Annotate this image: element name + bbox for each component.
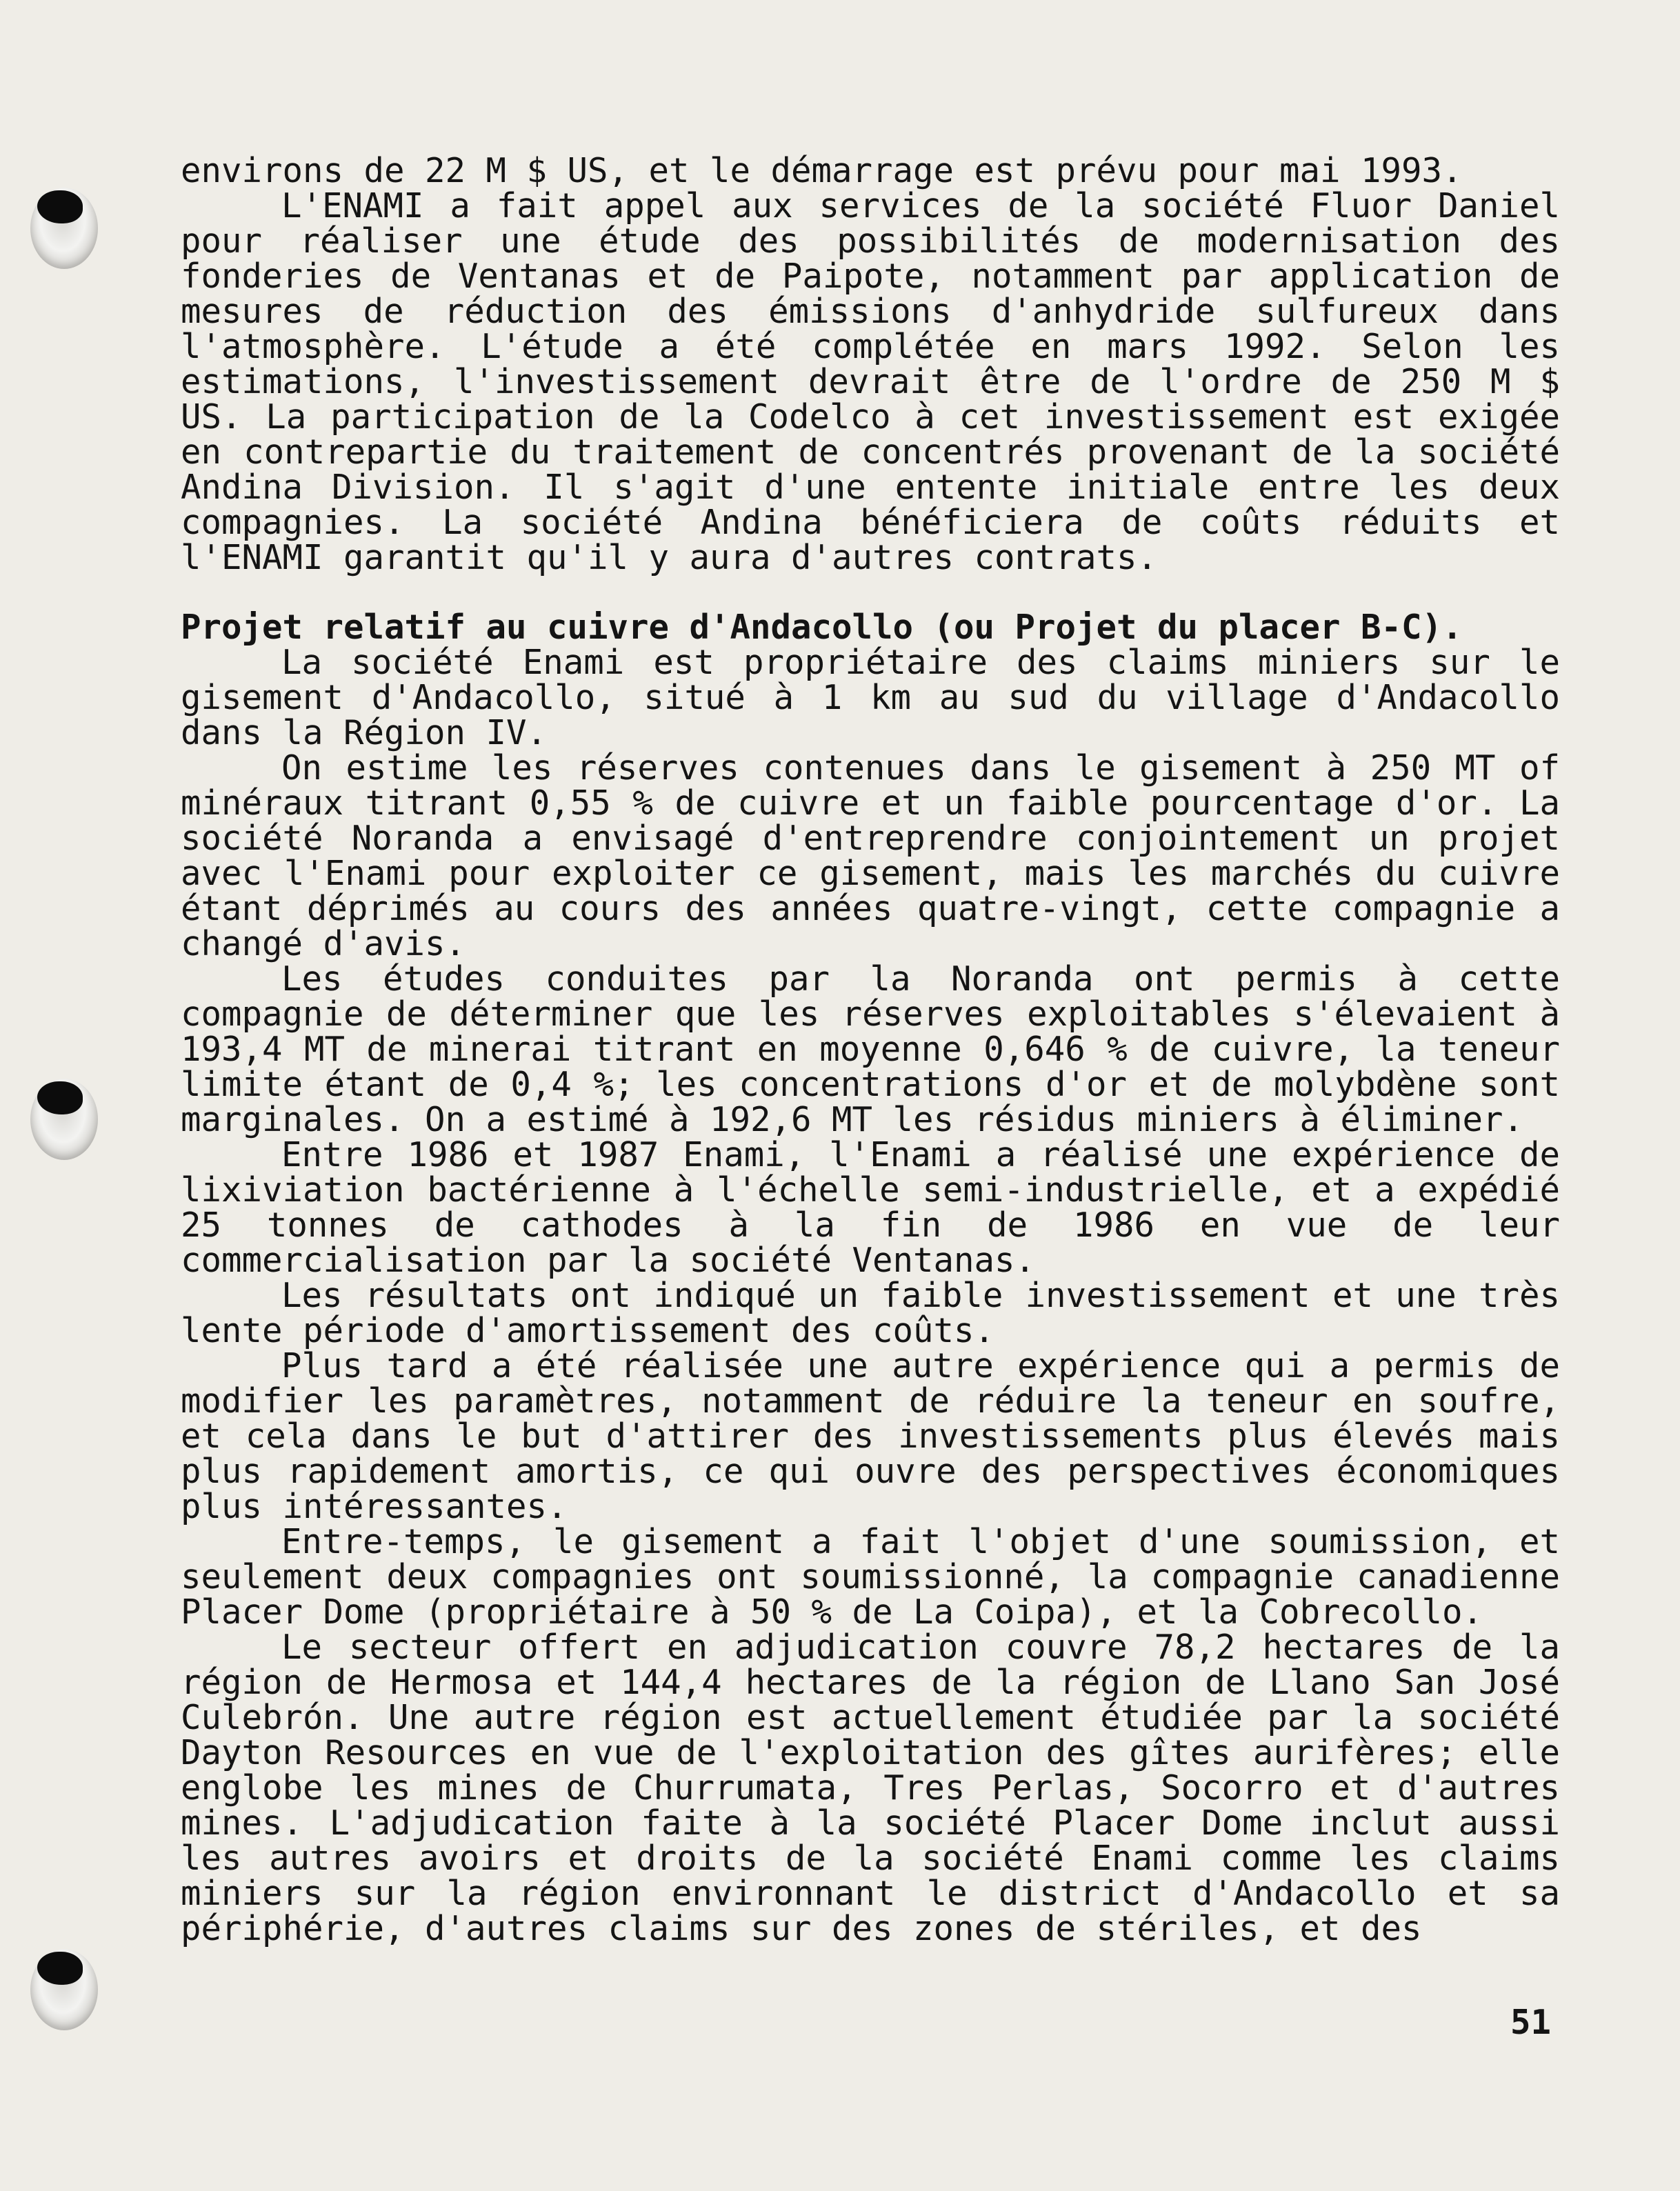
paragraph: La société Enami est propriétaire des claims miniers sur le gisement d'Andacollo, situé à 1 km au sud du village d'Andacollo dans la Région IV. [181, 643, 1560, 752]
binder-hole-bottom [30, 1949, 98, 2030]
paragraph: Entre-temps, le gisement a fait l'objet d'une soumission, et seulement deux compagnies ont soumissionné, la compagnie canadienne Placer Dome (propriétaire à 50 % de La Coipa), et la Cobrecollo. [181, 1522, 1560, 1632]
paragraph: On estime les réserves contenues dans le gisement à 250 MT of minéraux titrant 0,55 % de cuivre et un faible pourcentage d'or. La société Noranda a envisagé d'entreprendre conjointement un projet avec l'Enami pour exploiter ce gisement, mais les marchés du cuivre étant déprimés au cours des années quatre-vingt, cette compagnie a changé d'avis. [181, 748, 1560, 963]
paragraph: environs de 22 M $ US, et le démarrage est prévu pour mai 1993. [181, 151, 1463, 190]
paragraph: Le secteur offert en adjudication couvre 78,2 hectares de la région de Hermosa et 144,4 hectares de la région de Llano San José Culebrón. Une autre région est actuellement étudiée par la société Dayton Resources en vue de l'exploitation des gîtes aurifères; elle englobe les mines de Churrumata, Tres Perlas, Socorro et d'autres mines. L'adjudication faite à la société Placer Dome inclut aussi les autres avoirs et droits de la société Enami comme les claims miniers sur la région environnant le district d'Andacollo et sa périphérie, d'autres claims sur des zones de stériles, et des [181, 1628, 1560, 1948]
page-number: 51 [1510, 2003, 1552, 2042]
paragraph: L'ENAMI a fait appel aux services de la société Fluor Daniel pour réaliser une étude des possibilités de modernisation des fonderies de Ventanas et de Paipote, notamment par application de mesures de réduction des émissions d'anhydride sulfureux dans l'atmosphère. L'étude a été complétée en mars 1992. Selon les estimations, l'investissement devrait être de l'ordre de 250 M $ US. La participation de la Codelco à cet investissement est exigée en contrepartie du traitement de concentrés provenant de la société Andina Division. Il s'agit d'une entente initiale entre les deux compagnies. La société Andina bénéficiera de coûts réduits et l'ENAMI garantit qu'il y aura d'autres contrats. [181, 186, 1560, 577]
body-text [181, 153, 1560, 1946]
paragraph: Les études conduites par la Noranda ont permis à cette compagnie de déterminer que les réserves exploitables s'élevaient à 193,4 MT de minerai titrant en moyenne 0,646 % de cuivre, la teneur limite étant de 0,4 %; les concentrations d'or et de molybdène sont marginales. On a estimé à 192,6 MT les résidus miniers à éliminer. [181, 959, 1560, 1139]
binder-hole-middle [30, 1079, 98, 1160]
paragraph: Entre 1986 et 1987 Enami, l'Enami a réalisé une expérience de lixiviation bactérienne à l'échelle semi-industrielle, et a expédié 25 tonnes de cathodes à la fin de 1986 en vue de leur commercialisation par la société Ventanas. [181, 1135, 1560, 1280]
section-heading: Projet relatif au cuivre d'Andacollo (ou Projet du placer B-C). [181, 608, 1463, 647]
paragraph: Les résultats ont indiqué un faible investissement et une très lente période d'amortissement des coûts. [181, 1276, 1560, 1350]
paragraph: Plus tard a été réalisée une autre expérience qui a permis de modifier les paramètres, notamment de réduire la teneur en soufre, et cela dans le but d'attirer des investissements plus élevés mais plus rapidement amortis, ce qui ouvre des perspectives économiques plus intéressantes. [181, 1346, 1560, 1526]
binder-hole-top [30, 188, 98, 269]
